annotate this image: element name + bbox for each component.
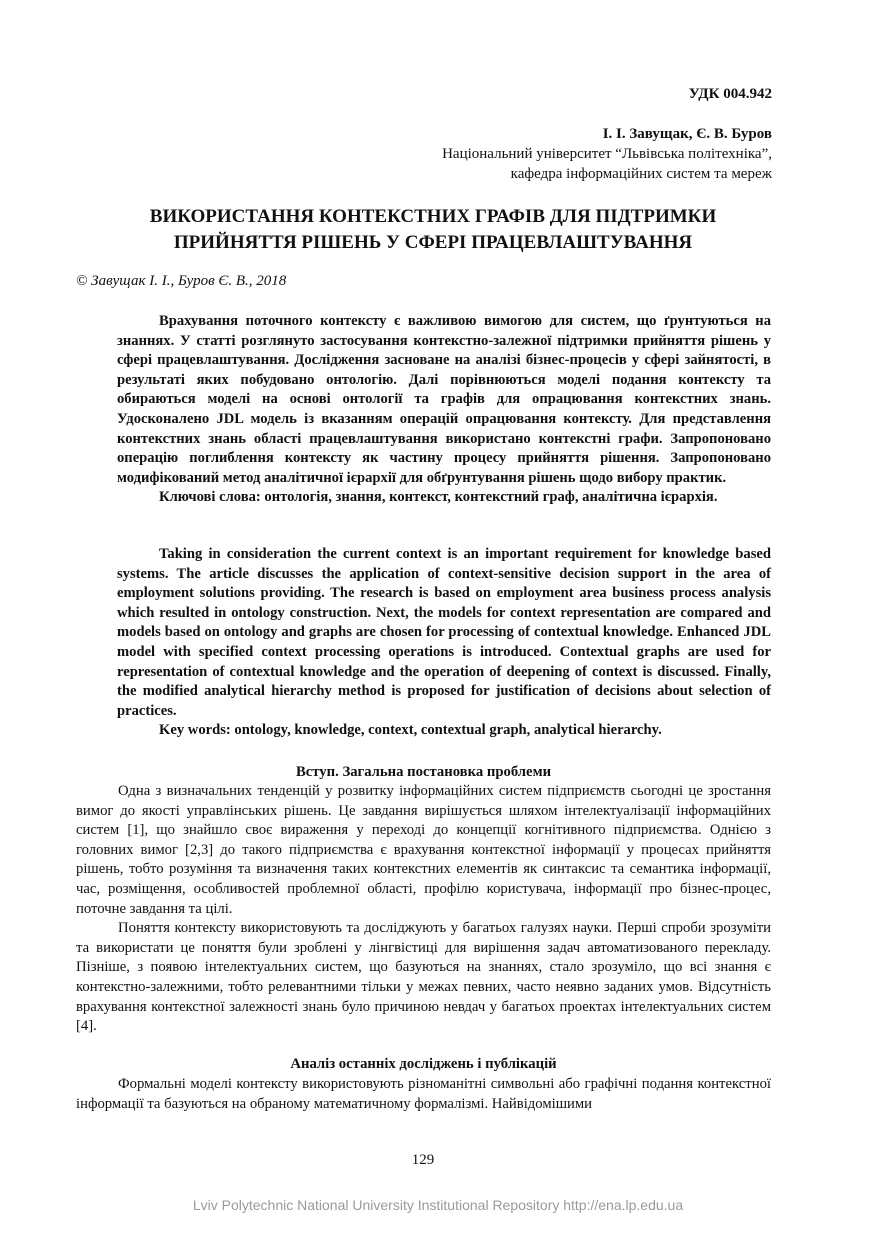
- paragraph: Поняття контексту використовують та досліджують у багатьох галузях науки. Перші спроби зрозуміти та використати це поняття були зроблені у лінгвістиці для вирішення задач автоматизованого перекладу. Пізніше, з появою інтелектуальних систем, що базуються на знаннях, стало зрозуміло, що всі знання є контекстно-залежними, тобто релевантними тільки у межах певних, часто неявно заданих умов. Відсутність врахування контекстної залежності знань було причиною невдач у багатьох проектах інтелектуальних систем [4].: [76, 920, 771, 1035]
- paragraph: Формальні моделі контексту використовують різноманітні символьні або графічні подання контекстної інформації та базуються на обраному математичному формалізмі. Найвідомішими: [76, 1076, 771, 1112]
- abstract-uk-text: Врахування поточного контексту є важливою вимогою для систем, що ґрунтуються на знаннях. У статті розглянуто застосування контекстно-залежної підтримки прийняття рішень у сфері працевлаштування. Дослідження засноване на аналізі бізнес-процесів у сфері зайнятості, в результаті яких побудовано онтологію. Далі порівнюються моделі подання контексту та обираються моделі на основі онтології та графів для опрацювання контекстних знань. Удосконалено JDL модель із вказанням операцій опрацювання контексту. Для представлення контекстних знань області працевлаштування використано контекстні графи. Запропоновано операцію поглиблення контексту як частину процесу прийняття рішення. Запропоновано модифікований метод аналітичної ієрархії для обґрунтування рішень щодо вибору практик.: [117, 313, 771, 486]
- repository-footer: Lviv Polytechnic National University Institutional Repository http://ena.lp.edu.ua: [192, 1197, 684, 1213]
- authors: І. І. Завущак, Є. В. Буров: [602, 126, 772, 142]
- title-line-1: ВИКОРИСТАННЯ КОНТЕКСТНИХ ГРАФІВ ДЛЯ ПІДТРИМКИ: [149, 206, 717, 227]
- abstract-uk-keywords: Ключові слова: онтологія, знання, контекст, контекстний граф, аналітична ієрархія.: [159, 489, 718, 506]
- abstract-en-keywords: Key words: ontology, knowledge, context, contextual graph, analytical hierarchy.: [159, 722, 662, 739]
- section-introduction-body: [76, 782, 771, 1037]
- affiliation-university: Національний університет “Львівська політехніка”,: [442, 146, 772, 162]
- abstract-ukrainian: [117, 312, 771, 508]
- abstract-en-text: Taking in consideration the current context is an important requirement for knowledge based systems. The article discusses the application of context-sensitive decision support in the area of employment solutions providing. The research is based on employment area business process analysis which resulted in ontology construction. Next, the models for context representation are compared and models based on ontology and graphs are chosen for processing of contextual knowledge. Enhanced JDL model with specified context processing operations is introduced. Contextual graphs are used for representation of contextual knowledge and the operation of deepening of context is discussed. Finally, the modified analytical hierarchy method is proposed for justification of decisions about selection of practices.: [117, 546, 771, 719]
- copyright: © Завущак І. І., Буров Є. В., 2018: [76, 273, 287, 289]
- section-heading-literature: Аналіз останніх досліджень і публікацій: [290, 1056, 557, 1072]
- abstract-english: [117, 545, 771, 741]
- section-heading-introduction: Вступ. Загальна постановка проблеми: [295, 764, 552, 780]
- title-line-2: ПРИЙНЯТТЯ РІШЕНЬ У СФЕРІ ПРАЦЕВЛАШТУВАННЯ: [173, 232, 693, 253]
- affiliation-department: кафедра інформаційних систем та мереж: [510, 166, 772, 182]
- paper-title: [60, 204, 806, 256]
- udk-code: УДК 004.942: [688, 86, 772, 102]
- section-literature-body: [76, 1075, 771, 1114]
- paragraph: Одна з визначальних тенденцій у розвитку інформаційних систем підприємств сьогодні це зростання вимог до якості управлінських рішень. Це завдання вирішується шляхом інтелектуалізації інформаційних систем [1], що знайшло своє вираження у переході до концепції когнітивного підприємства. Однією з головних вимог [2,3] до такого підприємства є врахування контекстної інформації у процесах прийняття рішень, тобто розуміння та визначення таких контекстних елементів як синтаксис та семантика інформації, час, розміщення, особливостей проблемної області, профілю користувача, інформації про бізнес-процес, поточне завдання та цілі.: [76, 783, 771, 917]
- page-number: 129: [411, 1152, 435, 1168]
